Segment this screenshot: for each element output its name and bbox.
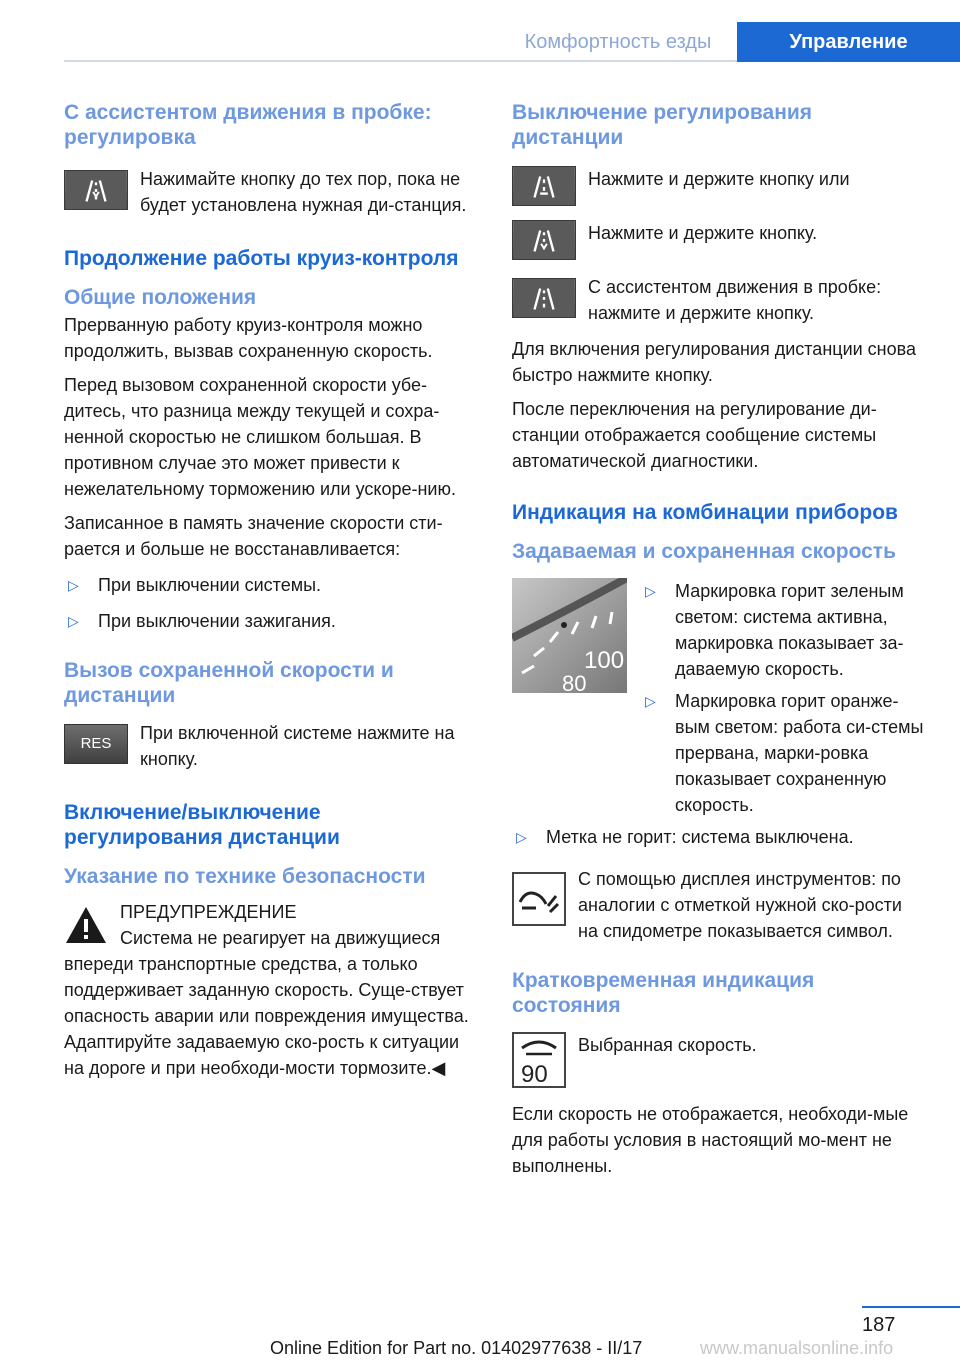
heading-short: Кратковременная индикация состояния <box>512 969 815 1017</box>
warning-title: ПРЕДУПРЕЖДЕНИЕ <box>120 902 297 922</box>
off-block-3 <box>512 274 926 326</box>
short-text-2: Если скорость не отображается, необходи-мые для работы условия в настоящий мо-мент не выполнены. <box>512 1104 909 1176</box>
right-column <box>512 100 926 1179</box>
off-text-1: Нажмите и держите кнопку или <box>588 169 850 189</box>
heading-traffic-adjust: С ассистентом движения в пробке: регулировка <box>64 101 432 149</box>
traffic-adjust-block <box>64 166 478 218</box>
recall-text: При включенной системе нажмите на кнопку. <box>140 723 455 769</box>
list-item: ▷ Маркировка горит оранже-вым светом: работа си-стемы прервана, марки-ровка показывает сохраненную скорость. <box>641 688 926 818</box>
off-text-4: Для включения регулирования дистанции снова быстро нажмите кнопку. <box>512 339 916 385</box>
heading-resume: Продолжение работы круиз-контроля <box>64 247 459 270</box>
bullet-triangle-icon: ▷ <box>645 693 656 709</box>
heading-set-speed: Задаваемая и сохраненная скорость <box>512 540 896 563</box>
tab-control[interactable]: Управление <box>737 22 960 62</box>
bullet-triangle-icon: ▷ <box>516 829 527 845</box>
cruise-symbol-icon <box>512 872 566 931</box>
page-number: 187 <box>862 1314 896 1336</box>
warning-text: Система не реагирует на движущиеся впереди транспортные средства, а только поддерживает заданную скорость. Суще-ствует опасность аварии или повреждения имущества. Адаптируйте задаваемую ско-рость к ситуации на дороге и при необходи-мости тормозите.◀ <box>64 928 469 1078</box>
heading-safety: Указание по технике безопасности <box>64 865 426 888</box>
heading-onoff: Включение/выключение регулирования дистанции <box>64 801 340 849</box>
lane-assist-button-icon <box>64 170 128 210</box>
general-text-2: Перед вызовом сохраненной скорости убе-дитесь, что разница между текущей и сохра-ненной скоростью не слишком большая. В противном случае это может привести к нежелательному торможению или ускоре-нию. <box>64 375 456 499</box>
heading-general: Общие положения <box>64 286 257 309</box>
speedometer-image <box>512 578 627 698</box>
list-item: ▷ Маркировка горит зеленым светом: система активна, маркировка показывает за-даваемую скорость. <box>641 578 926 682</box>
short-text-1: Выбранная скорость. <box>578 1035 757 1055</box>
tab-comfort[interactable]: Комфортность езды <box>524 31 712 53</box>
display-block <box>512 866 926 944</box>
heading-recall: Вызов сохраненной скорости и дистанции <box>64 659 394 707</box>
list-item: ▷ Метка не горит: система выключена. <box>512 824 926 850</box>
heading-off: Выключение регулирования дистанции <box>512 101 813 149</box>
bullet-triangle-icon: ▷ <box>68 577 79 593</box>
bullet-triangle-icon: ▷ <box>645 583 656 599</box>
speedo-100-label: 100 <box>584 647 625 674</box>
off-text-3: С ассистентом движения в пробке: нажмите и держите кнопку. <box>588 277 882 323</box>
traffic-adjust-text: Нажимайте кнопку до тех пор, пока не будет установлена нужная ди-станция. <box>140 169 467 215</box>
list-item: ▷ При выключении зажигания. <box>64 608 478 634</box>
display-text: С помощью дисплея инструментов: по аналогии с отметкой нужной ско-рости на спидометре показывается символ. <box>578 869 902 941</box>
general-text-3: Записанное в память значение скорости сти-рается и больше не восстанавливается: <box>64 513 443 559</box>
general-text-1: Прерванную работу круиз-контроля можно продолжить, вызвав сохраненную скорость. <box>64 315 433 361</box>
speedometer-block <box>512 578 926 818</box>
selected-speed-icon <box>512 1032 566 1093</box>
bullet-triangle-icon: ▷ <box>68 613 79 629</box>
edition-text: Online Edition for Part no. 01402977638 - II/17 <box>270 1338 643 1358</box>
off-text-5: После переключения на регулирование ди-станции отображается сообщение системы автоматической диагностики. <box>512 399 877 471</box>
res-button-icon: RES <box>64 724 128 764</box>
short-block <box>512 1032 926 1093</box>
distance-button-icon <box>512 166 576 206</box>
watermark-text: www.manualsonline.info <box>700 1338 894 1358</box>
off-block-1 <box>512 166 926 206</box>
list-item: ▷ При выключении системы. <box>64 572 478 598</box>
speed-icon-value: 90 <box>521 1061 548 1088</box>
speed-bullets <box>641 578 926 818</box>
footer-rule <box>862 1306 960 1308</box>
lane-assist-button-icon <box>512 220 576 260</box>
off-block-2 <box>512 220 926 260</box>
warning-block <box>64 899 478 1081</box>
speedo-80-label: 80 <box>562 671 587 693</box>
traffic-assist-button-icon <box>512 278 576 318</box>
warning-triangle-icon <box>64 905 108 950</box>
recall-block <box>64 720 478 772</box>
left-column <box>64 100 478 1081</box>
off-text-2: Нажмите и держите кнопку. <box>588 223 818 243</box>
heading-cluster: Индикация на комбинации приборов <box>512 501 898 524</box>
